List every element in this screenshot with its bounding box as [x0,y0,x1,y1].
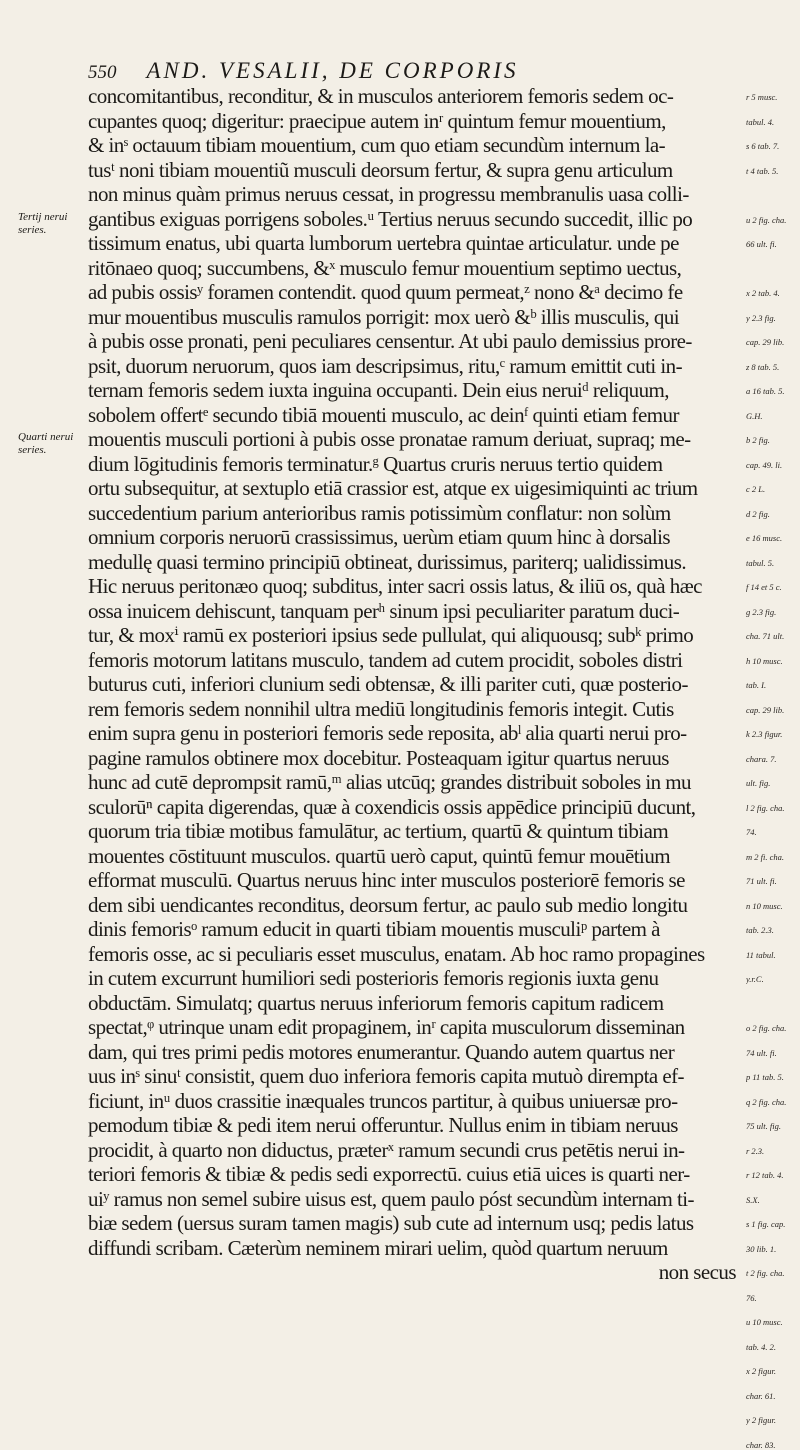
text-line: quorum tria tibiæ motibus famulātur, ac tertium, quartū & quintum tibiam [88,819,669,843]
text-line: sculorūⁿ capita digerendas, quæ à coxendicis ossis appēdice principiū ducunt, [88,794,696,819]
text-line: medullę quasi termino principiū obtineat, durissimus, pariterq; ualidissimus. [88,549,687,574]
margin-reference: 76. [746,1292,757,1303]
text-line: à pubis osse pronati, peni peculiares censentur. At ubi paulo demissius prore- [88,329,692,353]
margin-reference: e 16 musc. [746,533,783,543]
margin-reference: k 2.3 figur. [746,729,783,739]
margin-reference: r 2.3. [746,1145,765,1156]
margin-reference: t 4 tab. 5. [746,165,779,176]
text-line: dem sibi uendicantes reconditus, deorsum fertur, ac paulo sub medio longitu [88,892,688,917]
text-line: psit, duorum neruorum, quos iam descripsimus, ritu,ᶜ ramum emittit cuti in- [88,353,683,378]
text-line: procidit, à quarto non diductus, præterˣ ramum secundi crus petētis nerui in- [88,1137,685,1162]
margin-reference: tabul. 4. [746,116,775,127]
margin-reference: r 12 tab. 4. [746,1170,784,1180]
text-line: buturus cuti, inferiori clunium sedi obtensæ, & illi pariter cuti, quæ posterio- [88,672,688,696]
text-line: tissimum enatus, ubi quarta lumborum uertebra quintae articulatur. unde pe [88,231,679,255]
margin-reference: char. 61. [746,1390,776,1401]
margin-reference: f 14 et 5 c. [746,582,782,592]
margin-reference: m 2 fi. cha. [746,851,785,862]
text-line: diffundi scribam. Cæterùm neminem mirari uelim, quòd quartum neruum [88,1235,668,1260]
running-head: AND. VESALII, DE CORPORIS [146,58,519,83]
text-line: concomitantibus, reconditur, & in musculos anteriorem femoris sedem oc- [88,84,674,108]
margin-reference: d 2 fig. [746,508,770,519]
text-line: gantibus exiguas porrigens soboles.ᵘ Tertius neruus secundo succedit, illic po [88,206,693,231]
text-line: mouentis musculi portioni à pubis osse pronatae ramum deriuat, supraq; me- [88,427,691,451]
margin-reference: tab. I. [746,680,767,690]
margin-reference: z 8 tab. 5. [746,361,780,372]
margin-reference: q 2 fig. cha. [746,1096,787,1107]
margin-reference: y.r.C. [746,974,764,984]
margin-reference: b 2 fig. [746,435,770,445]
margin-reference: 74. [746,827,757,837]
margin-reference: cap. 29 lib. [746,337,785,347]
text-line: uus inˢ sinuᵗ consistit, quem duo inferiora femoris capita mutuò dirempta ef- [88,1064,684,1088]
text-line: enim supra genu in posteriori femoris sede reposita, abˡ alia quarti nerui pro- [88,721,687,745]
body-text [88,84,740,1285]
margin-reference: x 2 figur. [746,1366,776,1376]
margin-reference: 71 ult. fi. [746,876,777,886]
text-line: ossa inuicem dehiscunt, tanquam perʰ sinum ipsi peculiariter paratum duci- [88,598,680,623]
margin-reference: l 2 fig. cha. [746,802,785,813]
text-line: dium lōgitudinis femoris terminatur.ᵍ Quartus cruris neruus tertio quidem [88,451,663,476]
margin-reference: tabul. 5. [746,557,775,568]
margin-reference: chara. 7. [746,753,777,764]
margin-reference: u 10 musc. [746,1317,783,1327]
margin-reference: p 11 tab. 5. [746,1072,784,1082]
margin-reference: u 2 fig. cha. [746,214,787,225]
text-line: & inˢ octauum tibiam mouentium, cum quo etiam secundùm internum la- [88,133,666,157]
sidenote: Quarti nerui series. [18,431,74,456]
margin-reference: S.X. [746,1194,760,1205]
catchword: non secus [658,1260,736,1284]
text-line: pagine ramulos obtinere mox docebitur. Posteaquam igitur quartus neruus [88,745,669,770]
margin-reference: c 2 L. [746,484,766,494]
text-line: spectat,ᵠ utrinque unam edit propaginem, inʳ capita musculorum disseminan [88,1015,685,1039]
text-line: ad pubis ossisʸ foramen contendit. quod quum permeat,ᶻ nono &ᵃ decimo fe [88,280,683,304]
margin-reference: 75 ult. fig. [746,1121,781,1131]
margin-reference: h 10 musc. [746,655,783,666]
margin-reference: 11 tabul. [746,949,776,960]
text-line: ritōnaeo quoq; succumbens, &ˣ musculo femur mouentium septimo uectus, [88,255,682,280]
margin-reference: g 2.3 fig. [746,606,777,617]
margin-reference: a 16 tab. 5. [746,386,785,396]
margin-reference: 66 ult. fi. [746,239,777,249]
text-line: pemodum tibiæ & pedi item nerui offeruntur. Nullus enim in tibiam neruus [88,1113,678,1137]
text-line: ternam femoris sedem iuxta inguina occupanti. Dein eius neruiᵈ reliquum, [88,378,670,402]
margin-reference: tab. 4. 2. [746,1341,776,1352]
text-line: mouentes cōstituunt musculos. quartū uerò caput, quintū femur mouētium [88,843,671,868]
text-line: efformat musculū. Quartus neruus hinc inter musculos posteriorē femoris se [88,868,685,892]
margin-reference: cap. 49. li. [746,459,783,470]
text-line: omnium corporis neruorū crassissimus, uerùm etiam quum hinc à dorsalis [88,525,671,549]
text-line: in cutem excurrunt humiliori sedi posterioris femoris regionis iuxta genu [88,966,659,990]
text-line: tusᵗ noni tibiam mouentiũ musculi deorsum fertur, & supra genu articulum [88,157,673,182]
margin-reference: t 2 fig. cha. [746,1268,785,1278]
margin-reference: 30 lib. 1. [746,1243,777,1254]
margin-reference: cap. 29 lib. [746,704,785,715]
sidenote: Tertij nerui series. [18,210,68,236]
text-line: rem femoris sedem nonnihil ultra mediū longitudinis femoris integit. Cutis [88,696,674,721]
margin-reference: n 10 musc. [746,900,783,911]
text-line: femoris motorum latitans musculo, tandem ad cutem procidit, soboles distri [88,647,683,672]
text-line: ficiunt, inᵘ duos crassitie inæquales truncos partitur, à quibus uniuersæ pro- [88,1088,678,1113]
margin-reference: tab. 2.3. [746,925,774,935]
text-line: tur, & moxⁱ ramū ex posteriori ipsius sede pullulat, qui aliquousq; subᵏ primo [88,623,694,647]
margin-reference: 74 ult. fi. [746,1047,777,1058]
text-line: Hic neruus peritonæo quoq; subditus, inter sacri ossis latus, & iliū os, quà hæc [88,574,702,598]
margin-reference: y 2 figur. [746,1415,776,1425]
margin-reference: x 2 tab. 4. [746,288,780,298]
margin-reference: o 2 fig. cha. [746,1023,787,1033]
text-line: non minus quàm primus neruus cessat, in progressu membranulis uasa colli- [88,182,689,206]
margin-reference: G.H. [746,410,763,421]
text-line: ortu subsequitur, at sextuplo etiā crassior est, atque ex uigesimiquinti ac trium [88,476,698,500]
text-line: cupantes quoq; digeritur: praecipue autem inʳ quintum femur mouentium, [88,108,666,133]
margin-reference: r 5 musc. [746,92,778,102]
text-line: uiʸ ramus non semel subire uisus est, quem paulo póst secundùm internam ti- [88,1186,694,1211]
page-number: 550 [88,62,117,83]
text-line: dam, qui tres primi pedis motores enumerantur. Quando autem quartus ner [88,1039,675,1064]
text-line: biæ sedem (uersus suram tamen magis) sub cute ad internum usq; pedis latus [88,1211,694,1235]
text-line: hunc ad cutē deprompsit ramū,ᵐ alias utcūq; grandes distribuit soboles in mu [88,770,692,794]
margin-reference: char. 83. [746,1439,776,1450]
margin-reference: s 6 tab. 7. [746,141,780,151]
text-line: dinis femorisᵒ ramum educit in quarti tibiam mouentis musculiᵖ partem à [88,917,660,941]
text-line: femoris osse, ac si peculiaris esset musculus, enatam. Ab hoc ramo propagines [88,941,705,966]
margin-reference: s 1 fig. cap. [746,1219,786,1229]
text-line: sobolem offertᵉ secundo tibiā mouenti musculo, ac deinᶠ quinti etiam femur [88,402,679,427]
text-line: mur mouentibus musculis ramulos porrigit: mox uerò &ᵇ illis musculis, qui [88,304,680,329]
margin-reference: ult. fig. [746,778,771,788]
text-line: obductām. Simulatq; quartus neruus inferiorum femoris capitum radicem [88,990,664,1015]
margin-reference: cha. 71 ult. [746,631,785,641]
text-line: succedentium parium anterioribus ramis potissimùm conflatur: non solùm [88,500,671,525]
text-line: teriori femoris & tibiæ & pedis sedi exporrectū. cuius etiā uices is quarti ner- [88,1162,690,1186]
margin-reference: y 2.3 fig. [746,312,776,323]
